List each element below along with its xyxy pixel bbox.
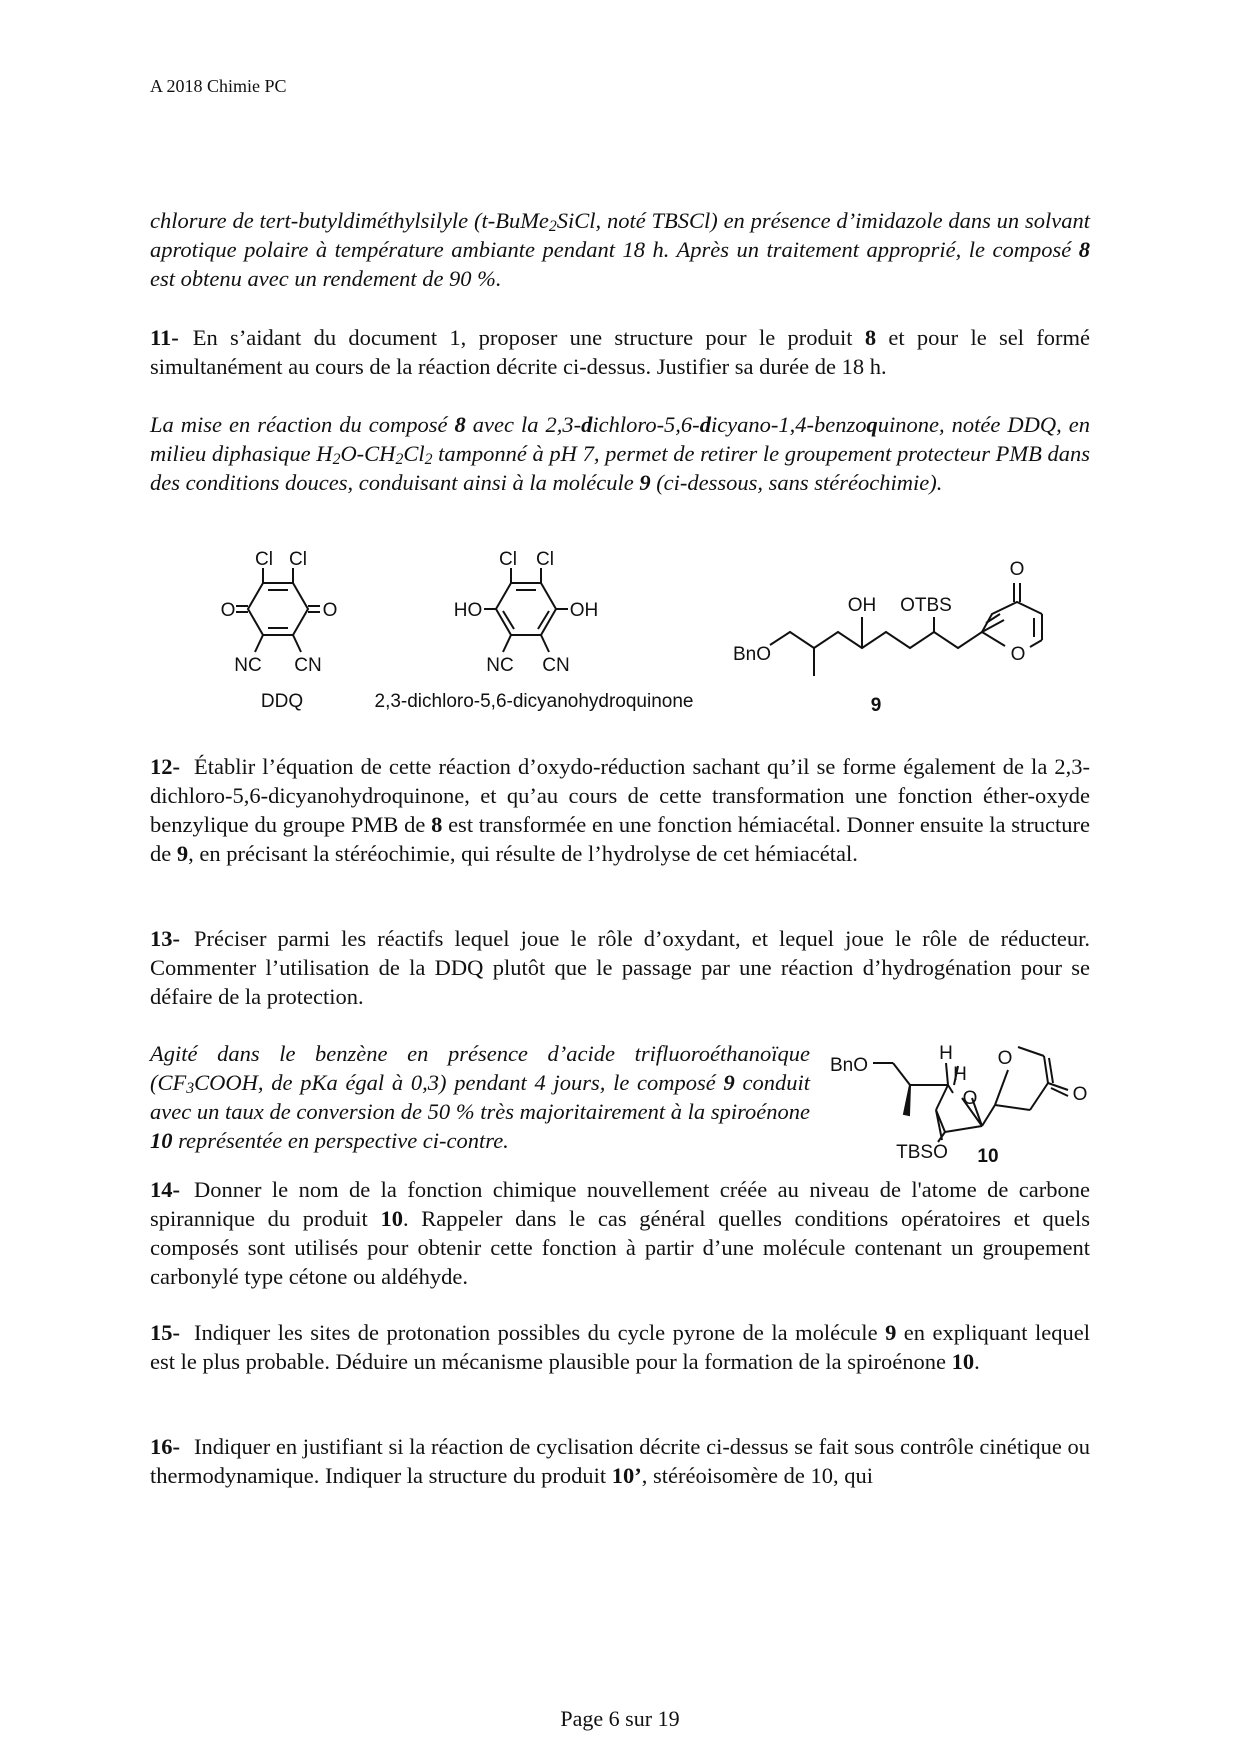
ddq-caption: DDQ [260,691,304,712]
hq-cl-left: Cl [499,549,517,570]
hq-cl-right: Cl [536,549,554,570]
question-text: en expliquant lequel est le plus probable. Déduire un mécanisme plausible pour la formation de la spiroénone [150,1320,1090,1374]
para-text: avec la 2,3- [465,412,582,437]
question-number: 11- [150,325,179,350]
question-text: Préciser parmi les réactifs lequel joue le rôle d’oxydant, et lequel joue le rôle de réducteur. Commenter l’utilisation de la DDQ plutôt que le passage par une réaction d’hydrogénation pour se défaire de la protection. [150,926,1090,1009]
c9-oh: OH [847,595,877,616]
subscript: 2 [395,451,404,468]
question-text: . [974,1349,980,1374]
c10-ring-o-top: O [997,1048,1013,1069]
hq-oh: OH [569,600,599,621]
hq-caption: 2,3-dichloro-5,6-dicyanohydroquinone [374,691,694,712]
question-text: En s’aidant du document 1, proposer une structure pour le produit [192,325,865,350]
ddq-o-right: O [322,600,338,621]
para-text: La mise en réaction du composé [150,412,455,437]
compound-ref: 9 [176,841,189,866]
para-text: Cl [403,441,425,466]
question-text: Indiquer les sites de protonation possibles du cycle pyrone de la molécule [194,1320,886,1345]
compound-ref: 8 [864,325,877,350]
c10-ketone-o: O [1072,1084,1088,1105]
compound-ref: 10 [150,1128,173,1153]
hq-ho: HO [453,600,483,621]
para-text: O-CH [340,441,396,466]
intro-text: chlorure de tert-butyldiméthylsilyle (t-BuMe [150,208,549,233]
emphasis-letter: q [866,412,878,437]
question-text: . Rappeler dans le cas général quelles conditions opératoires et quels composés sont utilisés pour obtenir cette fonction à partir d’une molécule contenant un groupement carbonylé type cétone ou aldéhyde. [150,1206,1090,1289]
question-text: Établir l’équation de cette réaction d’oxydo-réduction sachant qu’il se forme également de la 2,3-dichloro-5,6-dicyanohydroquinone, et qu’au cours de cette transformation une fonction éther-oxyde benzylique du groupe PMB de [150,754,1090,837]
question-number: 14- [150,1177,180,1202]
hq-cn: CN [542,655,570,676]
subscript: 2 [332,451,341,468]
c10-ring-o-inner: O [962,1088,978,1109]
emphasis-letter: d [581,412,593,437]
page-header: A 2018 Chimie PC [150,76,287,96]
para-text: (ci-dessous, sans stéréochimie). [650,470,943,495]
compound-ref: 8 [454,412,466,437]
compound-ref: 9 [723,1070,735,1095]
para-text: icyano-1,4-benzo [710,412,867,437]
ddq-cl-left: Cl [255,549,273,570]
question-number: 12- [150,754,180,779]
question-number: 16- [150,1434,180,1459]
para-text: uinone, notée DDQ, en milieu diphasique H [150,412,1090,466]
page-footer: Page 6 sur 19 [560,1706,680,1731]
para-text: tamponné à pH 7, permet de retirer le groupement protecteur PMB dans des conditions douces, conduisant ainsi à la molécule [150,441,1090,495]
ddq-o-left: O [220,600,236,621]
c9-otbs: OTBS [900,595,952,616]
question-text: , en précisant la stéréochimie, qui résulte de l’hydrolyse de cet hémiacétal. [188,841,858,866]
c9-bno: BnO [732,644,772,665]
question-text: Donner le nom de la fonction chimique nouvellement créée au niveau de l'atome de carbone spirannique du produit [150,1177,1090,1231]
para-text: ichloro-5,6- [592,412,700,437]
ddq-nc: NC [234,655,262,676]
para-text: conduit avec un taux de conversion de 50 % très majoritairement à la spiroénone [150,1070,810,1124]
ddq-cl-right: Cl [289,549,307,570]
c10-tbso: TBSO [896,1142,948,1163]
compound-ref: 9 [639,470,651,495]
intro-text: est obtenu avec un rendement de 90 %. [150,266,502,291]
compound-ref: 10 [380,1206,403,1231]
para-text: représentée en perspective ci-contre. [172,1128,509,1153]
question-15 [150,1318,1090,1376]
c9-carbonyl-o: O [1009,559,1025,580]
c10-caption: 10 [977,1146,999,1167]
c9-caption: 9 [870,695,882,716]
question-14 [150,1175,1090,1291]
emphasis-letter: d [699,412,711,437]
compound-ref: 10 [951,1349,975,1374]
c10-h-top: H [939,1043,953,1064]
subscript: 2 [424,451,433,468]
compound-ref: 8 [1078,237,1090,262]
question-text: est transformée en une fonction hémiacétal. Donner ensuite la structure de [150,812,1090,866]
subscript: 3 [186,1080,195,1097]
question-number: 15- [150,1320,180,1345]
c10-bno: BnO [829,1055,869,1076]
subscript: 2 [548,218,557,235]
hq-nc: NC [486,655,514,676]
compound-ref: 10’ [611,1463,642,1488]
ddq-cn: CN [294,655,322,676]
para-text: Agité dans le benzène en présence d’acide trifluoroéthanoïque (CF [150,1041,810,1095]
question-text: et pour le sel formé simultanément au cours de la réaction décrite ci-dessus. Justifier sa durée de 18 h. [150,325,1091,379]
para-text: COOH, de pKa égal à 0,3) pendant 4 jours, le composé [194,1070,724,1095]
question-16 [150,1432,1090,1490]
c9-ring-o: O [1010,644,1026,665]
c10-h-inner: H [953,1064,967,1085]
compound-ref: 9 [885,1320,897,1345]
question-number: 13- [150,926,180,951]
question-text: Indiquer en justifiant si la réaction de cyclisation décrite ci-dessus se fait sous contrôle cinétique ou thermodynamique. Indiquer la structure du produit [150,1434,1090,1488]
intro-text: SiCl, noté TBSCl) en présence d’imidazole dans un solvant aprotique polaire à température ambiante pendant 18 h. Après un traitement approprié, le composé [150,208,1090,262]
question-text: , stéréoisomère de 10, qui [641,1463,873,1488]
compound-ref: 8 [431,812,443,837]
